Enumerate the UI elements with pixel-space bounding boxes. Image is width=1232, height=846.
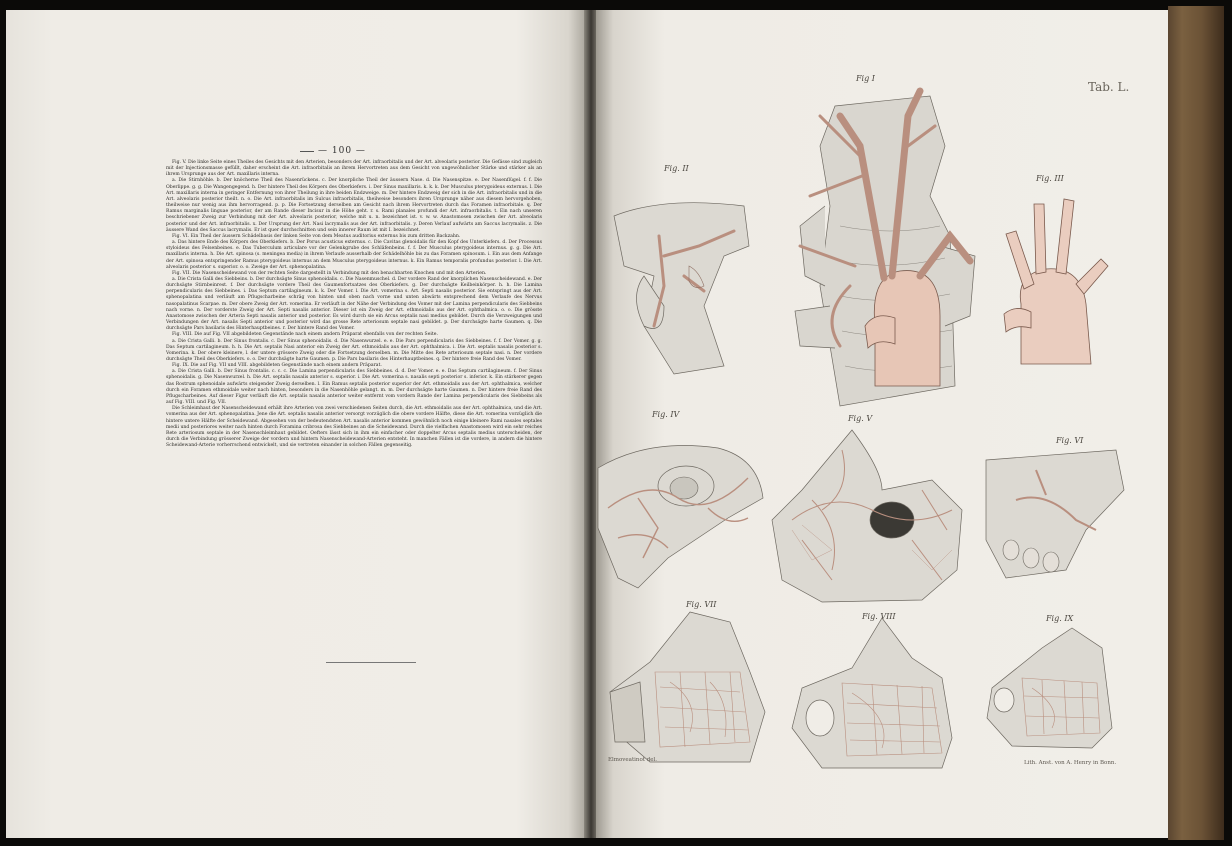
end-rule [326,662,416,663]
legend-paragraph: a. Die Stirnhöhle. b. Der knöcherne Theil des Nasenrückens. c. Der knorpliche Theil der äussern Nase. d. Die Nasenspitze. e. Der Nasenflügel. f. f. Die Oberlippe. g. g. Die Wangengegend. h. Der hintere Theil des Körpers des Oberkiefers. i. Der Sinus maxillaris. k. k. k. Der Musculus pterygoideus externus. l. Die Art. maxillaris interna in geringer Entfernung von ihrer Theilung in ihre beiden Endzweige. m. Der hintere Endzweig der sich in die Art. infraorbitalis und in die Art. alveolaris posterior theilt. n. o. Die Art. infraorbitalis im Sulcus infraorbitalis, theilweise besonders ihren Ursprunge näher aus diesem hervorgehoben, theilweise nur wenig aus ihm hervorragend. p. p. Die Fortsetzung derselben am Gesicht nach ihrem Hervortreten durch das Foramen infraorbitale. q. Der Ramus marginalis linguae posterior, der am Rande dieser Incisur in die Höhe geht. r. s. Rami planales profundi der Art. infraorbitalis. t. Ein nach unseren beschriebener Zweig zur Verbindung mit der Art. alveolaris posterior, welche mit u. n. bezeichnet ist. v. w. w. Anastomosen zwischen der Art. alveolaris posterior und der Art. infraorbitalis. x. Der Ursprung der Art. Nasi lacrymalis aus der Art. infraorbitalis. y. Deren Verlauf aufwärts am Saccus lacrymalis. z. Die äussere Wand des Saccus lacrymalis. Er ist quer durchschnitten und sein innerer Raum ist mit I. bezeichnet. [166,178,542,233]
fig8-illustration [792,618,958,772]
fig2-label: Fig. II [664,164,689,173]
fig6-label: Fig. VI [1056,436,1084,445]
lithographer-credit: Lith. Anst. von A. Henry in Bonn. [1024,760,1117,766]
fig9-label: Fig. IX [1046,614,1074,623]
fig1-illustration [780,86,980,416]
fig1-label: Fig I [856,74,875,83]
figure-legend-text [166,160,542,449]
legend-paragraph: Fig. VI. Ein Theil der äussern Schädelbasis der linken Seite von dem Meatus auditorius externus bis zum dritten Backzahn. [172,233,461,239]
fig5-illustration [772,430,964,606]
legend-paragraph: a. Die Crista Galli des Siebbeins. b. Der durchsägte Sinus sphenoidalis. c. Die Nasenmuschel. d. Der vordere Rand der knorplichen Nasenscheidewand. e. Der durchsägte Stirnbeinrest. f. Der durchsägte vordere Theil des Gaumenfortsatzes des Oberkiefers. g. Der durchsägte Keilbeinkörper. h. h. Die Lamina perpendicularis des Siebbeines. i. Das Septum cartilagineum. k. k. Der Vomer. l. Die Art. vomerina s. Art. Septi nasalis posterior. Sie entspringt aus der Art. sphenopalatina und verläuft am Pflugscharbeine schräg von hinten und oben nach vorne und unten abwärts entsprechend dem Verlaufe des Nervus nasopalatinus Scarpae. m. Der obere Zweig der Art. vomerina. Er verläuft in der Nähe der Verbindung des Vomer mit der Lamina perpendicularis des Siebbeins nach vorne. n. Der vorderste Zweig der Art. Septi nasalis anterior. Dieser ist ein Zweig der Art. ethmoidalis aus der Art. ophthalmica. o. o. Die grösste Anastomose zwischen der Arteria Septi nasalis anterior und posterior. Es wird durch sie ein Arcus septalis nasi medius gebildet. Durch die Verzweigungen und Verbindungen der Art. nasalis Septi anterior und posterior wird das grosse Rete arteriosum septale nasi gebildet. p. Der durchsägte harte Gaumen. q. Die durchsägte Pars basilaris des Hinterhauptbeines. r. Der hintere Rand des Vomer. [166,276,542,332]
legend-paragraph: Fig. VIII. Die auf Fig. VII abgebildeten Gegenstände nach einem andern Präparat ebenfalls von der rechten Seite. [172,332,438,338]
legend-paragraph: a. Die Crista Galli. b. Der Sinus frontalis. c. c. c. Die Lamina perpendicularis des Siebbeines. d. d. Der Vomer. e. e. Das Septum cartilagineum. f. Der Sinus sphenoidalis. g. Die Nasenwurzel. h. Die Art. septalis nasalis anterior s. superior. i. Die Art. vomerina s. nasalis septi posterior s. inferior. k. Ein stärkerer gegen das Rostrum sphenoidale aufwärts steigender Zweig derselben. l. Ein Ramus septalis posterior superior der Art. ethmoidalis aus der Art. ophthalmica, welcher durch ein Foramen ethmoidale weiter nach hinten, besonders in die Nasenhöhle gelangt. m. m. Der durchsägte harte Gaumen. n. Der hintere freie Rand des Pflugscharbeines. Auf dieser Figur verläuft die Art. septalis nasalis anterior weiter entfernt vom vordern Rande der Lamina perpendicularis des Siebbeins als auf Fig. VIII. und Fig. VII. [166,369,542,406]
legend-paragraph: a. Das hintere Ende des Körpers des Oberkiefers. b. Der Porus acusticus externus. c. Die Cavitas glenoidalis für den Kopf des Unterkiefers. d. Der Processus styloideus des Felsenbeines. e. Das Tuberculum articulare vor der Gelenkgrube des Schläfenbeins. f. f. Der Musculus pterygoideus internus. g. g. Die Art. maxillaris interna. h. Die Art. spinosa (s. meningea media) in ihrem Verlaufe ausserhalb der Schädelhöhle bis zu das Foramen spinosum. i. Ein aus dem Anfange der Art. spinosa entspringender Ramus pterygoideus internus an dem Musculus pterygoideus internus. k. Ein Ramus temporalis profundus posterior. l. Die Art. alveolaris posterior s. superior. o. o. Zweige der Art. sphenopalatina. [166,240,542,270]
fig6-illustration [986,450,1126,580]
fig9-illustration [982,628,1126,768]
page-number-rule-left [300,151,314,152]
fig4-label: Fig. IV [652,410,680,419]
legend-paragraph: Fig. V. Die linke Seite eines Theiles des Gesichts mit den Arterien, besonders der Art. infraorbitalis und der Art. alveolaris posterior. Die Gefässe sind zugleich mit der Injectionsmasse gefüllt, daher erscheint die Art. infraorbitalis an ihrem Hervortreten aus dem Gesicht von ungewöhnlicher Stärke und stärker als an ihrem Ursprunge aus der Art. maxillaris interna. [166,160,542,178]
legend-paragraph: Fig. IX. Die auf Fig. VII und VIII. abgebildeten Gegenstände nach einem andern Präparat. [172,363,382,369]
legend-paragraph: Die Schleimhaut der Nasenscheidewand erhält ihre Arterien von zwei verschiedenen Seiten durch, die Art. ethmoidalis aus der Art. ophthalmica, und die Art. vomerina aus der Art. sphenopalatina. Jene die Art. septalis nasalis anterior versorgt vorzüglich die obere vordere Hälfte, diese die Art. vomerina vorzüglich die hintere untere Hälfte der Scheidewand. Abgesehen von der bedeutendsten Art. nasalis anterior kommen gewöhnlich noch einige kleinere Rami nasales septales medii und posteriores weiter nach hinten durch Foramina cribrosa des Siebbeines an die Scheidewand. Durch die vielfachen Anastomosen wird ein sehr reiches Rete arteriosum septale in der Nasenschleimhaut gebildet. Oefters lässt sich in ihm ein einfacher oder doppelter Arcus septalis medius unterscheiden, der durch die Verbindung grösserer Zweige der vordern und hintern Nasenscheidewand-Arterien entsteht. In manchen Fällen ist die vordere, in andern die hintere Scheidewand-Arterie vorherrschend entwickelt, und sie vertreten einander in solchen Fällen gegenseitig. [166,406,542,449]
fig4-illustration [598,438,766,590]
fig3-illustration [996,194,1116,364]
fig7-illustration [610,612,770,770]
artist-credit: Elmoveatinot del. [608,757,658,763]
fig3-label: Fig. III [1036,174,1064,183]
fig8-label: Fig. VIII [862,612,896,621]
fig2-illustration [604,196,754,376]
fig5-label: Fig. V [848,414,873,423]
legend-paragraph: Fig. VII. Die Nasenscheidewand von der rechten Seite dargestellt in Verbindung mit den benachbarten Knochen und mit den Arterien. [172,270,487,276]
book-cover-board [1168,6,1224,840]
fig7-label: Fig. VII [686,600,717,609]
plate-title: Tab. L. [1088,80,1130,94]
page-number: — 100 — [318,146,366,156]
legend-paragraph: a. Die Crista Galli. b. Der Sinus frontalis. c. Der Sinus sphenoidalis. d. Die Nasenwurzel. e. e. Die Pars perpendicularis des Siebbeines. f. f. Der Vomer. g. g. Das Septum cartilagineum. h. h. Die Art. septalis Nasi anterior ein Zweig der Art. ethmoidalis aus der Art. ophthalmica. i. Die Art. septalis nasalis posterior s. Vomerina. k. Der obere kleinere, l. der untere grössere Zweig oder die Fortsetzung derselben. m. Die Mitte des Rete arteriosum septale nasi. n. Der vordere durchsägte Theil des Oberkiefers. o. o. Der durchsägte harte Gaumen. p. Die Pars basilaris des Hinterhauptbeines. q. Der hintere freie Rand des Vomer. [166,338,542,362]
